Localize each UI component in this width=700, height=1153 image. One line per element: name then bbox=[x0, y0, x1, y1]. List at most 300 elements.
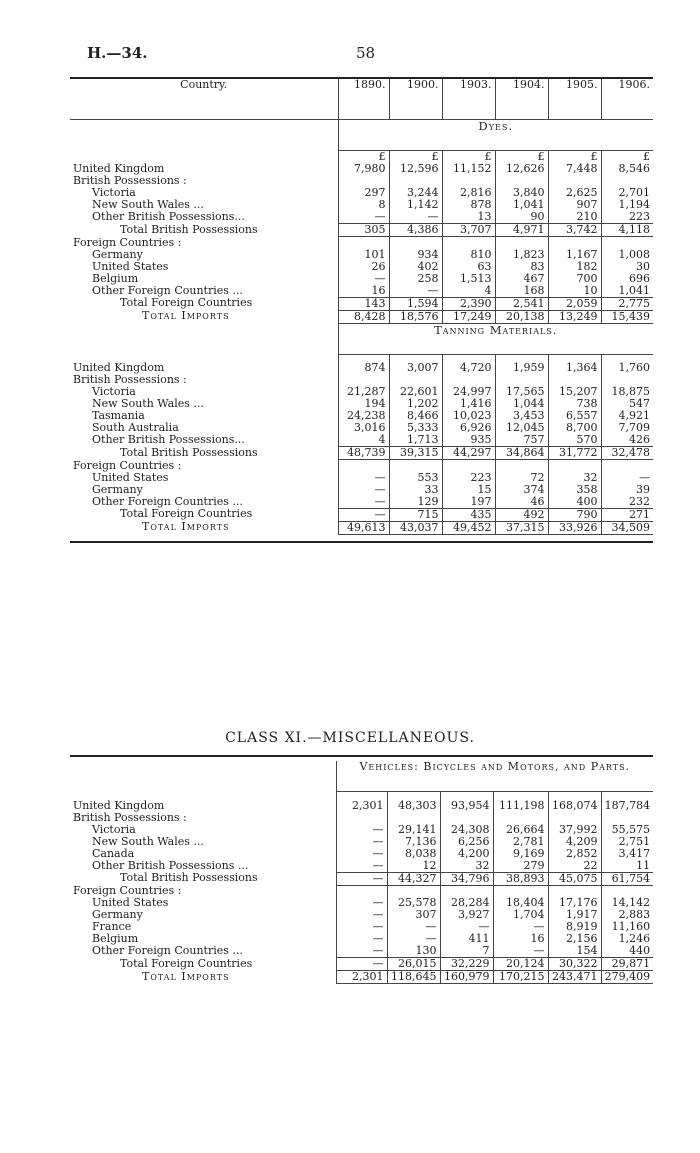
row-label: United Kingdom bbox=[73, 362, 165, 374]
value-cell: 1,513 bbox=[442, 273, 495, 285]
value-cell: 45,075 bbox=[548, 872, 601, 885]
value-cell: 43,037 bbox=[389, 521, 442, 534]
total-british-row bbox=[70, 447, 653, 460]
value-cell: 12,596 bbox=[389, 163, 442, 175]
value-cell: 2,156 bbox=[548, 933, 601, 945]
value-cell bbox=[548, 237, 601, 249]
value-cell: 17,565 bbox=[495, 386, 548, 398]
value-cell bbox=[338, 460, 389, 472]
value-cell: 15,207 bbox=[548, 386, 601, 398]
value-cell: 1,008 bbox=[601, 249, 653, 261]
data-row bbox=[70, 484, 653, 496]
value-cell: — bbox=[336, 909, 387, 921]
value-cell: 33 bbox=[389, 484, 442, 496]
value-cell bbox=[442, 460, 495, 472]
row-label: Total Imports bbox=[142, 310, 230, 322]
value-cell: 39 bbox=[601, 484, 653, 496]
value-cell: — bbox=[336, 897, 387, 909]
value-cell bbox=[493, 792, 548, 800]
value-cell: — bbox=[336, 872, 387, 885]
value-cell: 154 bbox=[548, 945, 601, 958]
value-cell: 29,871 bbox=[601, 958, 653, 971]
value-cell: 7,448 bbox=[548, 163, 601, 175]
value-cell: 223 bbox=[601, 211, 653, 224]
value-cell: 3,417 bbox=[601, 848, 653, 860]
value-cell: 7,980 bbox=[338, 163, 389, 175]
value-cell: 49,613 bbox=[338, 521, 389, 534]
row-label: Belgium bbox=[92, 933, 139, 945]
value-cell bbox=[387, 812, 440, 824]
value-cell: 2,390 bbox=[442, 297, 495, 310]
data-row bbox=[70, 848, 653, 860]
value-cell: 426 bbox=[601, 434, 653, 447]
value-cell: 194 bbox=[338, 398, 389, 410]
row-label: Other British Possessions... bbox=[92, 434, 245, 446]
value-cell: 1,760 bbox=[601, 362, 653, 374]
total-british-row bbox=[70, 224, 653, 237]
spacer-row bbox=[70, 354, 653, 362]
value-cell: 2,816 bbox=[442, 187, 495, 199]
value-cell: 297 bbox=[338, 187, 389, 199]
value-cell: 305 bbox=[338, 224, 389, 237]
value-cell bbox=[495, 175, 548, 187]
value-cell: 37,992 bbox=[548, 824, 601, 836]
group-heading-row bbox=[70, 237, 653, 249]
row-label: United Kingdom bbox=[73, 799, 165, 812]
row-label: France bbox=[92, 921, 132, 933]
data-row bbox=[70, 386, 653, 398]
value-cell: 18,404 bbox=[493, 897, 548, 909]
value-cell: 61,754 bbox=[601, 872, 653, 885]
row-label: Victoria bbox=[92, 187, 136, 199]
value-cell: 170,215 bbox=[493, 971, 548, 984]
value-cell: 878 bbox=[442, 199, 495, 211]
value-cell: £ bbox=[495, 151, 548, 164]
value-cell bbox=[336, 885, 387, 897]
value-cell: 4,200 bbox=[440, 848, 493, 860]
dyes-section bbox=[70, 120, 653, 324]
value-cell: 90 bbox=[495, 211, 548, 224]
value-cell: 1,041 bbox=[601, 285, 653, 298]
data-row bbox=[70, 836, 653, 848]
row-label: United States bbox=[92, 897, 169, 909]
value-cell: 34,864 bbox=[495, 447, 548, 460]
total-foreign-row bbox=[70, 297, 653, 310]
value-cell bbox=[442, 175, 495, 187]
row-label: Belgium bbox=[92, 272, 139, 285]
value-cell bbox=[601, 354, 653, 362]
value-cell: 279,409 bbox=[601, 971, 653, 984]
group-heading-row bbox=[70, 175, 653, 187]
value-cell: — bbox=[338, 484, 389, 496]
value-cell bbox=[389, 374, 442, 386]
value-cell: 1,713 bbox=[389, 434, 442, 447]
year-header: 1900. bbox=[389, 78, 442, 120]
row-label: Total British Possessions bbox=[120, 446, 258, 459]
value-cell: 700 bbox=[548, 273, 601, 285]
imports-table-dyes-tanning bbox=[70, 77, 653, 543]
value-cell: — bbox=[493, 945, 548, 958]
section-title-row bbox=[70, 120, 653, 151]
value-cell: 210 bbox=[548, 211, 601, 224]
row-label: British Possessions : bbox=[73, 374, 187, 386]
value-cell bbox=[495, 460, 548, 472]
row-label: United States bbox=[92, 260, 169, 273]
value-cell: 874 bbox=[338, 362, 389, 374]
value-cell: 7,709 bbox=[601, 422, 653, 434]
value-cell: 1,194 bbox=[601, 199, 653, 211]
value-cell bbox=[601, 237, 653, 249]
row-label: Other Foreign Countries ... bbox=[92, 945, 243, 957]
value-cell: 12 bbox=[387, 860, 440, 873]
value-cell: 18,875 bbox=[601, 386, 653, 398]
row-label: Germany bbox=[92, 248, 143, 261]
value-cell: 400 bbox=[548, 496, 601, 509]
value-cell: 14,142 bbox=[601, 897, 653, 909]
value-cell bbox=[336, 812, 387, 824]
value-cell: 2,781 bbox=[493, 836, 548, 848]
value-cell: 160,979 bbox=[440, 971, 493, 984]
value-cell: 8,700 bbox=[548, 422, 601, 434]
blank-cell bbox=[70, 120, 338, 151]
value-cell: 28,284 bbox=[440, 897, 493, 909]
value-cell: — bbox=[336, 958, 387, 971]
value-cell: 63 bbox=[442, 261, 495, 273]
row-label: Total Foreign Countries bbox=[120, 508, 253, 520]
value-cell: 3,453 bbox=[495, 410, 548, 422]
value-cell: 3,742 bbox=[548, 224, 601, 237]
total-imports-row bbox=[70, 971, 653, 984]
value-cell bbox=[548, 812, 601, 824]
value-cell: 8 bbox=[338, 199, 389, 211]
value-cell: 49,452 bbox=[442, 521, 495, 534]
value-cell bbox=[387, 885, 440, 897]
section-title-row bbox=[70, 761, 653, 792]
value-cell: 1,704 bbox=[493, 909, 548, 921]
value-cell: — bbox=[338, 211, 389, 224]
total-imports-row bbox=[70, 310, 653, 323]
value-cell: 2,625 bbox=[548, 187, 601, 199]
data-row bbox=[70, 860, 653, 873]
group-heading-row bbox=[70, 460, 653, 472]
value-cell bbox=[389, 175, 442, 187]
value-cell: 182 bbox=[548, 261, 601, 273]
value-cell: 696 bbox=[601, 273, 653, 285]
value-cell: 2,852 bbox=[548, 848, 601, 860]
value-cell bbox=[387, 792, 440, 800]
value-cell: 101 bbox=[338, 249, 389, 261]
value-cell bbox=[389, 460, 442, 472]
row-label: Other Foreign Countries ... bbox=[92, 284, 243, 297]
row-label: Total Foreign Countries bbox=[120, 957, 253, 970]
section-title: Vehicles: Bicycles and Motors, and Parts. bbox=[336, 761, 653, 792]
value-cell: 17,249 bbox=[442, 310, 495, 323]
value-cell: 2,883 bbox=[601, 909, 653, 921]
row-label: Foreign Countries : bbox=[73, 236, 182, 249]
value-cell: 3,007 bbox=[389, 362, 442, 374]
value-cell: — bbox=[493, 921, 548, 933]
value-cell: 790 bbox=[548, 508, 601, 521]
value-cell: 32,478 bbox=[601, 447, 653, 460]
value-cell: 3,707 bbox=[442, 224, 495, 237]
value-cell: 8,038 bbox=[387, 848, 440, 860]
row-label: Germany bbox=[92, 483, 143, 496]
value-cell: — bbox=[338, 472, 389, 484]
total-foreign-row bbox=[70, 508, 653, 521]
value-cell: 39,315 bbox=[389, 447, 442, 460]
value-cell: 44,327 bbox=[387, 872, 440, 885]
data-row bbox=[70, 285, 653, 298]
value-cell: 553 bbox=[389, 472, 442, 484]
value-cell: 2,775 bbox=[601, 297, 653, 310]
value-cell: 12,045 bbox=[495, 422, 548, 434]
value-cell: — bbox=[336, 836, 387, 848]
data-row bbox=[70, 434, 653, 447]
value-cell bbox=[548, 885, 601, 897]
value-cell: 46 bbox=[495, 496, 548, 509]
row-label: Victoria bbox=[92, 386, 136, 398]
value-cell: 24,238 bbox=[338, 410, 389, 422]
value-cell: 3,927 bbox=[440, 909, 493, 921]
column-header-row bbox=[70, 78, 653, 120]
value-cell: 1,416 bbox=[442, 398, 495, 410]
tanning-section bbox=[70, 323, 653, 534]
value-cell: 8,466 bbox=[389, 410, 442, 422]
value-cell: 2,541 bbox=[495, 297, 548, 310]
value-cell: 25,578 bbox=[387, 897, 440, 909]
data-row bbox=[70, 472, 653, 484]
value-cell: 4,921 bbox=[601, 410, 653, 422]
uk-row bbox=[70, 800, 653, 812]
value-cell: 48,739 bbox=[338, 447, 389, 460]
row-label: Total British Possessions bbox=[120, 872, 258, 884]
value-cell: 232 bbox=[601, 496, 653, 509]
value-cell bbox=[338, 175, 389, 187]
value-cell: 13 bbox=[442, 211, 495, 224]
value-cell: 2,701 bbox=[601, 187, 653, 199]
value-cell: 738 bbox=[548, 398, 601, 410]
value-cell bbox=[440, 792, 493, 800]
value-cell bbox=[442, 237, 495, 249]
year-header: 1905. bbox=[548, 78, 601, 120]
value-cell: 435 bbox=[442, 508, 495, 521]
value-cell: 118,645 bbox=[387, 971, 440, 984]
value-cell: 22,601 bbox=[389, 386, 442, 398]
value-cell: 907 bbox=[548, 199, 601, 211]
value-cell: 33,926 bbox=[548, 521, 601, 534]
value-cell: 757 bbox=[495, 434, 548, 447]
row-label: Germany bbox=[92, 909, 143, 921]
year-header: 1906. bbox=[601, 78, 653, 120]
value-cell: 2,059 bbox=[548, 297, 601, 310]
value-cell: 72 bbox=[495, 472, 548, 484]
row-label: New South Wales ... bbox=[92, 199, 204, 211]
value-cell: — bbox=[601, 472, 653, 484]
value-cell: 6,557 bbox=[548, 410, 601, 422]
data-row bbox=[70, 921, 653, 933]
value-cell: 22 bbox=[548, 860, 601, 873]
value-cell: 17,176 bbox=[548, 897, 601, 909]
value-cell: 374 bbox=[495, 484, 548, 496]
value-cell: 93,954 bbox=[440, 800, 493, 812]
value-cell: 15,439 bbox=[601, 310, 653, 323]
value-cell: 11,152 bbox=[442, 163, 495, 175]
value-cell: — bbox=[338, 508, 389, 521]
value-cell bbox=[338, 354, 389, 362]
value-cell: 402 bbox=[389, 261, 442, 273]
value-cell: 18,576 bbox=[389, 310, 442, 323]
value-cell: 243,471 bbox=[548, 971, 601, 984]
value-cell: 715 bbox=[389, 508, 442, 521]
row-label: Foreign Countries : bbox=[73, 459, 182, 472]
value-cell: 13,249 bbox=[548, 310, 601, 323]
value-cell bbox=[336, 792, 387, 800]
value-cell: 38,893 bbox=[493, 872, 548, 885]
vehicles-section bbox=[70, 761, 653, 984]
value-cell: 187,784 bbox=[601, 800, 653, 812]
value-cell bbox=[548, 792, 601, 800]
value-cell: — bbox=[440, 921, 493, 933]
value-cell: 4 bbox=[338, 434, 389, 447]
value-cell: 32 bbox=[440, 860, 493, 873]
value-cell: — bbox=[387, 933, 440, 945]
value-cell: 9,169 bbox=[493, 848, 548, 860]
value-cell bbox=[548, 460, 601, 472]
value-cell: 411 bbox=[440, 933, 493, 945]
data-row bbox=[70, 422, 653, 434]
value-cell: £ bbox=[601, 151, 653, 164]
row-label: United Kingdom bbox=[73, 163, 165, 175]
uk-row bbox=[70, 362, 653, 374]
value-cell: — bbox=[336, 860, 387, 873]
group-heading-row bbox=[70, 885, 653, 897]
value-cell: 24,997 bbox=[442, 386, 495, 398]
value-cell: 935 bbox=[442, 434, 495, 447]
total-british-row bbox=[70, 872, 653, 885]
value-cell: 1,246 bbox=[601, 933, 653, 945]
total-foreign-row bbox=[70, 958, 653, 971]
value-cell: 37,315 bbox=[495, 521, 548, 534]
value-cell bbox=[493, 885, 548, 897]
value-cell: 197 bbox=[442, 496, 495, 509]
value-cell bbox=[601, 460, 653, 472]
value-cell: — bbox=[387, 921, 440, 933]
value-cell: 44,297 bbox=[442, 447, 495, 460]
value-cell: 31,772 bbox=[548, 447, 601, 460]
value-cell: £ bbox=[442, 151, 495, 164]
value-cell: 34,509 bbox=[601, 521, 653, 534]
page-identifier: H.—34. bbox=[87, 44, 148, 62]
value-cell: 223 bbox=[442, 472, 495, 484]
value-cell: £ bbox=[338, 151, 389, 164]
value-cell: 11 bbox=[601, 860, 653, 873]
value-cell bbox=[440, 885, 493, 897]
value-cell: 16 bbox=[338, 285, 389, 298]
value-cell: 8,919 bbox=[548, 921, 601, 933]
row-label: Total Foreign Countries bbox=[120, 297, 253, 309]
data-row bbox=[70, 199, 653, 211]
value-cell: 24,308 bbox=[440, 824, 493, 836]
value-cell bbox=[548, 354, 601, 362]
value-cell: 34,796 bbox=[440, 872, 493, 885]
value-cell: 6,256 bbox=[440, 836, 493, 848]
section-title: Tanning Materials. bbox=[338, 323, 653, 354]
value-cell: 271 bbox=[601, 508, 653, 521]
data-row bbox=[70, 398, 653, 410]
value-cell bbox=[495, 237, 548, 249]
value-cell: 6,926 bbox=[442, 422, 495, 434]
value-cell: 1,044 bbox=[495, 398, 548, 410]
value-cell: 10 bbox=[548, 285, 601, 298]
value-cell: 934 bbox=[389, 249, 442, 261]
row-label: Canada bbox=[92, 847, 135, 860]
value-cell: 1,167 bbox=[548, 249, 601, 261]
class-title: CLASS XI.—MISCELLANEOUS. bbox=[225, 730, 475, 746]
page-number: 58 bbox=[356, 44, 376, 62]
value-cell: 440 bbox=[601, 945, 653, 958]
uk-row bbox=[70, 163, 653, 175]
value-cell: 258 bbox=[389, 273, 442, 285]
value-cell: — bbox=[336, 848, 387, 860]
year-header: 1903. bbox=[442, 78, 495, 120]
value-cell: — bbox=[338, 273, 389, 285]
row-label: Tasmania bbox=[92, 410, 145, 422]
value-cell: 358 bbox=[548, 484, 601, 496]
value-cell: 143 bbox=[338, 297, 389, 310]
data-row bbox=[70, 496, 653, 509]
value-cell bbox=[440, 812, 493, 824]
row-label: Other British Possessions ... bbox=[92, 859, 249, 872]
row-label: New South Wales ... bbox=[92, 398, 204, 410]
data-row bbox=[70, 897, 653, 909]
year-header: 1890. bbox=[338, 78, 389, 120]
value-cell: £ bbox=[548, 151, 601, 164]
value-cell: £ bbox=[389, 151, 442, 164]
data-row bbox=[70, 211, 653, 224]
row-label: New South Wales ... bbox=[92, 835, 204, 848]
value-cell: 15 bbox=[442, 484, 495, 496]
value-cell bbox=[442, 354, 495, 362]
group-heading-row bbox=[70, 374, 653, 386]
data-row bbox=[70, 909, 653, 921]
value-cell bbox=[495, 374, 548, 386]
value-cell: 20,124 bbox=[493, 958, 548, 971]
value-cell: 26 bbox=[338, 261, 389, 273]
value-cell bbox=[601, 885, 653, 897]
value-cell: 5,333 bbox=[389, 422, 442, 434]
value-cell: 4,720 bbox=[442, 362, 495, 374]
value-cell: 2,301 bbox=[336, 800, 387, 812]
value-cell bbox=[601, 812, 653, 824]
value-cell: 32 bbox=[548, 472, 601, 484]
row-label: Total British Possessions bbox=[120, 223, 258, 236]
value-cell: 26,015 bbox=[387, 958, 440, 971]
value-cell: 467 bbox=[495, 273, 548, 285]
group-heading-row bbox=[70, 812, 653, 824]
value-cell: 1,041 bbox=[495, 199, 548, 211]
spacer-row bbox=[70, 792, 653, 800]
value-cell: 1,823 bbox=[495, 249, 548, 261]
row-label: British Possessions : bbox=[73, 811, 187, 824]
value-cell: 3,016 bbox=[338, 422, 389, 434]
row-label: Victoria bbox=[92, 823, 136, 836]
value-cell bbox=[495, 354, 548, 362]
value-cell: — bbox=[336, 921, 387, 933]
value-cell: 111,198 bbox=[493, 800, 548, 812]
value-cell: 30,322 bbox=[548, 958, 601, 971]
unit-row bbox=[70, 151, 653, 164]
value-cell: 492 bbox=[495, 508, 548, 521]
